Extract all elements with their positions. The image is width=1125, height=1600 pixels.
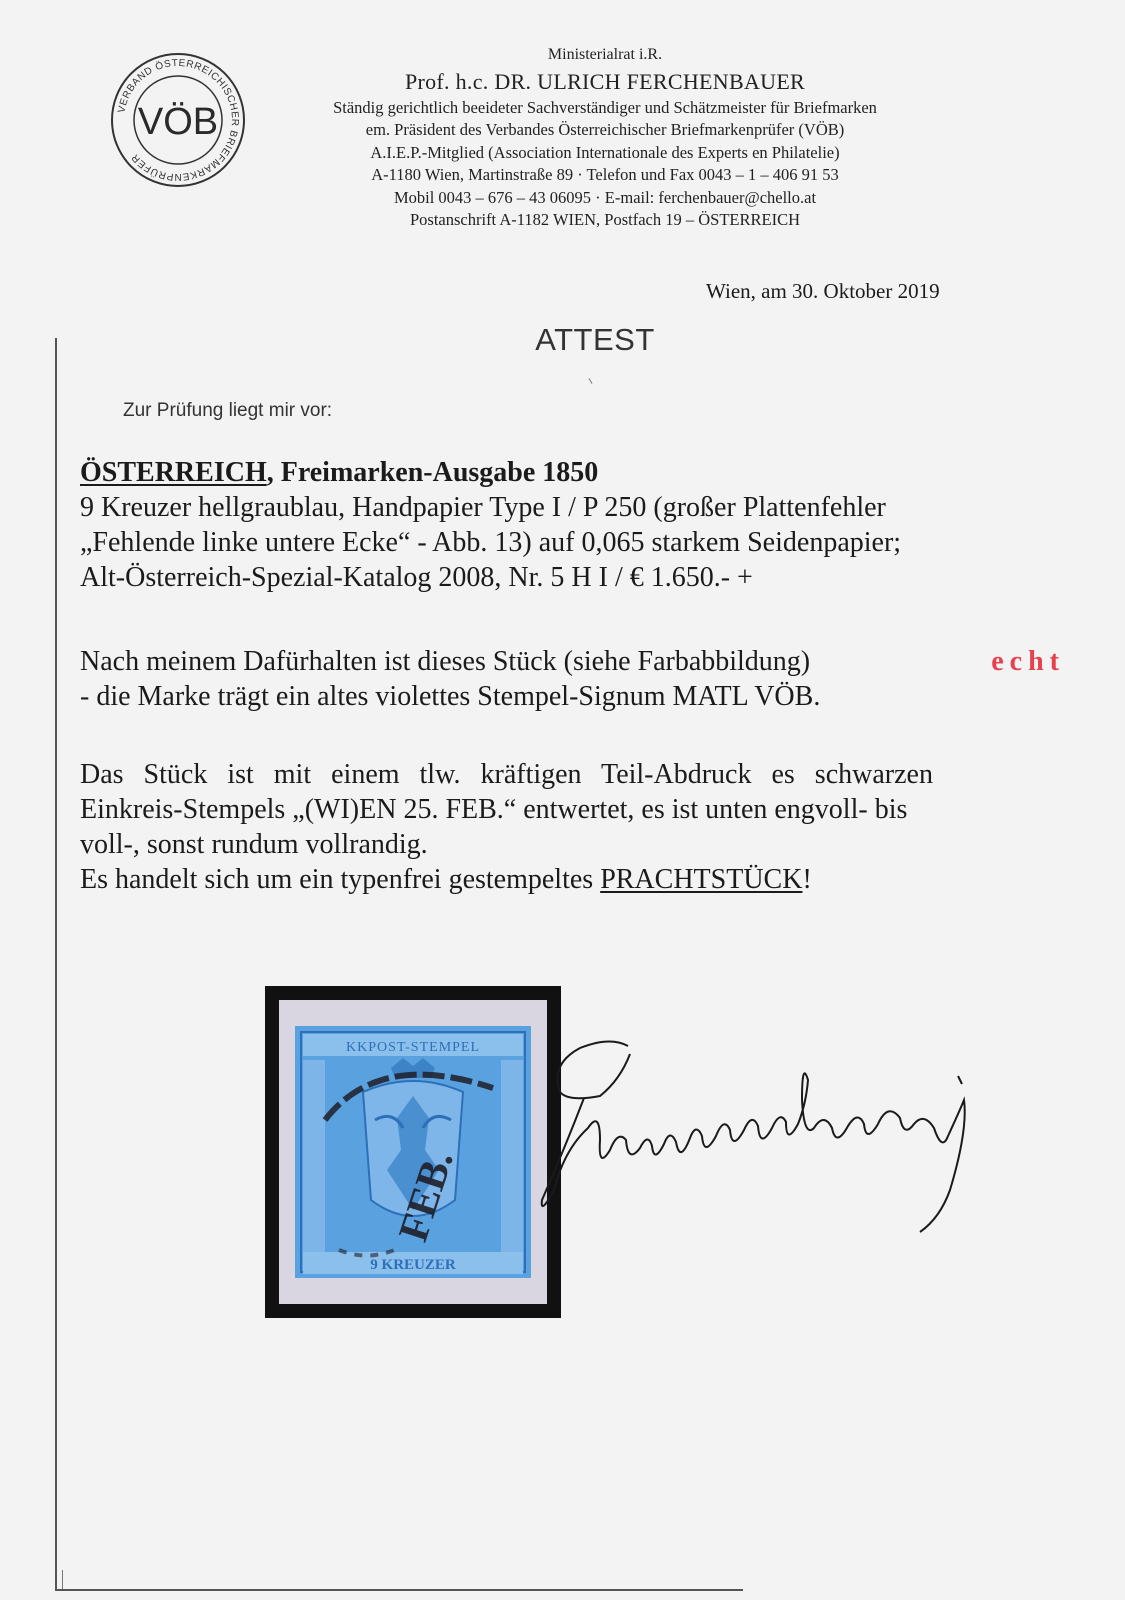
letterhead-line: A.I.E.P.-Mitglied (Association Internationale des Experts en Philatelie) bbox=[370, 142, 840, 162]
letterhead-line: Postanschrift A-1182 WIEN, Postfach 19 – ÖSTERREICH bbox=[409, 210, 800, 229]
letterhead-line: em. Präsident des Verbandes Österreichischer Briefmarkenprüfer (VÖB) bbox=[365, 120, 845, 139]
letterhead-line: A-1180 Wien, Martinstraße 89 · Telefon und Fax 0043 – 1 – 406 91 53 bbox=[371, 165, 839, 184]
description-line: Das Stück ist mit einem tlw. kräftigen Teil-Abdruck es schwarzen bbox=[80, 759, 933, 790]
letterhead-line: Ständig gerichtlich beeideter Sachverständiger und Schätzmeister für Briefmarken bbox=[333, 97, 877, 117]
left-border-rule bbox=[55, 338, 57, 1590]
letterhead-line: Mobil 0043 – 676 – 43 06095 · E-mail: ferchenbauer@chello.at bbox=[393, 187, 817, 207]
voeb-seal bbox=[110, 52, 246, 188]
opinion-text: Nach meinem Dafürhalten ist dieses Stück (siehe Farbabbildung) bbox=[80, 646, 811, 677]
description-line bbox=[80, 862, 1065, 897]
description-line: Einkreis-Stempels „(WI)EN 25. FEB.“ entwertet, es ist unten engvoll- bis bbox=[80, 794, 908, 825]
item-line: „Fehlende linke untere Ecke“ - Abb. 13) auf 0,065 starkem Seidenpapier; bbox=[80, 527, 902, 558]
cancel-text: FEB. bbox=[390, 1145, 463, 1247]
decorative-tick bbox=[589, 378, 593, 384]
stamp-top-text: KKPOST-STEMPEL bbox=[345, 1040, 481, 1055]
letterhead-rank: Ministerialrat i.R. bbox=[547, 46, 663, 63]
seal-center-text: VÖB bbox=[137, 101, 219, 143]
stamp-photo-frame bbox=[265, 986, 561, 1318]
item-country: ÖSTERREICH bbox=[80, 457, 267, 488]
description-line: voll-, sonst rundum vollrandig. bbox=[80, 829, 428, 860]
stamp-image bbox=[279, 1000, 547, 1304]
description-suffix: ! bbox=[802, 864, 812, 895]
description-block bbox=[80, 757, 1065, 897]
item-issue: , Freimarken-Ausgabe 1850 bbox=[266, 457, 599, 488]
intro-text: Zur Prüfung liegt mir vor: bbox=[123, 400, 333, 421]
bottom-border-rule bbox=[55, 1589, 743, 1591]
prachtstueck-emphasis: PRACHTSTÜCK bbox=[600, 864, 803, 895]
opinion-line bbox=[80, 644, 1065, 679]
description-prefix: Es handelt sich um ein typenfrei gestempeltes bbox=[80, 864, 601, 895]
opinion-block bbox=[80, 644, 1065, 714]
item-heading bbox=[80, 455, 1065, 490]
document-title: ATTEST bbox=[535, 322, 655, 357]
handwritten-signature bbox=[540, 1040, 1010, 1260]
seal-ring-text: VERBAND ÖSTERREICHISCHER BRIEFMARKENPRÜFER bbox=[116, 57, 241, 183]
item-block bbox=[80, 455, 1065, 595]
item-line: Alt-Österreich-Spezial-Katalog 2008, Nr. 5 H I / € 1.650.- + bbox=[80, 562, 753, 593]
left-border-rule-inner bbox=[62, 1570, 63, 1590]
date-line: Wien, am 30. Oktober 2019 bbox=[706, 279, 940, 303]
verdict-echt: echt bbox=[991, 646, 1065, 677]
letterhead bbox=[255, 44, 955, 232]
stamp-bottom-text: 9 KREUZER bbox=[370, 1257, 456, 1273]
opinion-line: - die Marke trägt ein altes violettes Stempel-Signum MATL VÖB. bbox=[80, 681, 821, 712]
item-line: 9 Kreuzer hellgraublau, Handpapier Type I / P 250 (großer Plattenfehler bbox=[80, 492, 886, 523]
letterhead-name: Prof. h.c. DR. ULRICH FERCHENBAUER bbox=[404, 68, 806, 94]
